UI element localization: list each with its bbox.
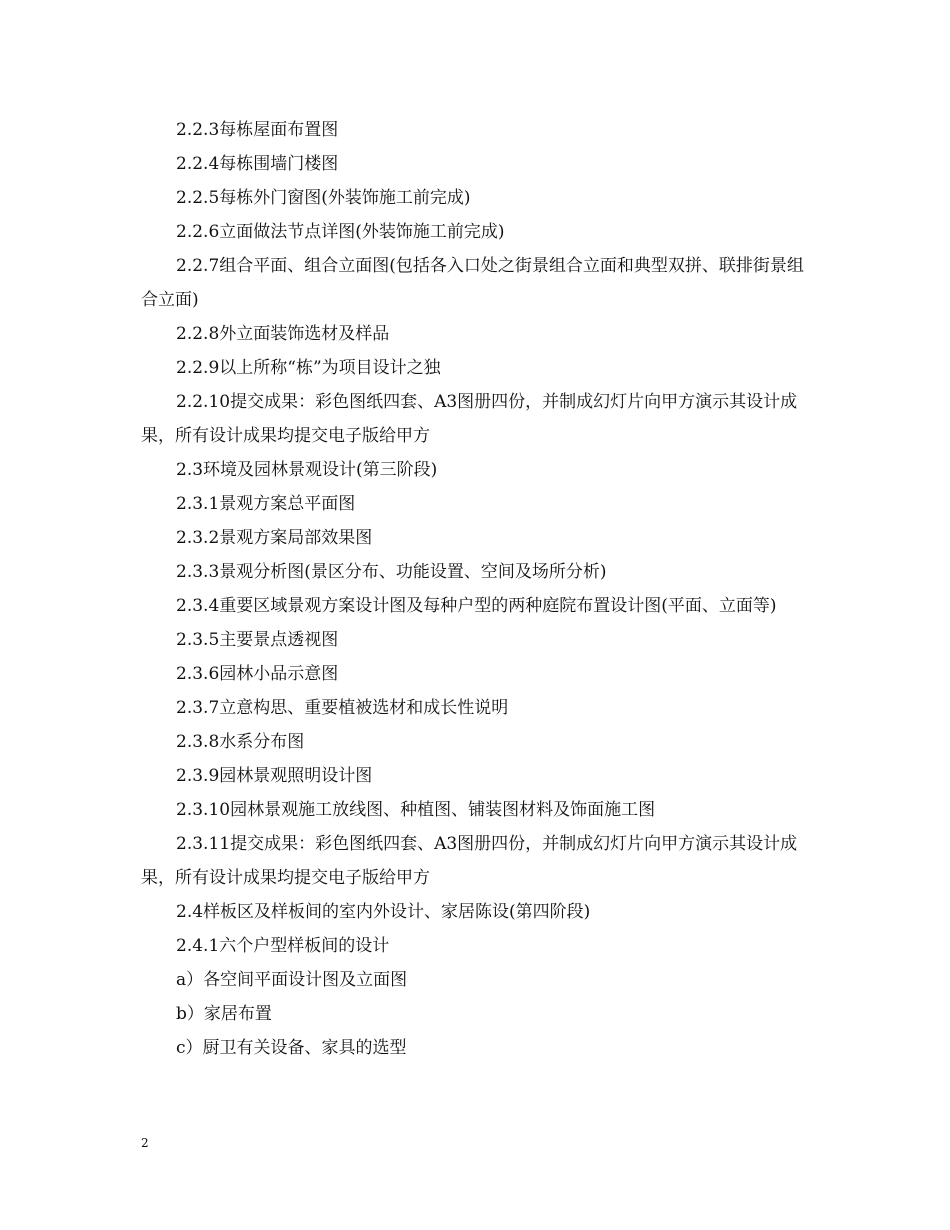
paragraph-2-3-5: 2.3.5主要景点透视图 bbox=[176, 630, 339, 650]
list-item-b: b）家居布置 bbox=[176, 1004, 272, 1024]
paragraph-2-2-8: 2.2.8外立面装饰选材及样品 bbox=[176, 324, 390, 344]
paragraph-2-3-3: 2.3.3景观分析图(景区分布、功能设置、空间及场所分析) bbox=[176, 562, 607, 582]
paragraph-2-2-3: 2.2.3每栋屋面布置图 bbox=[176, 120, 339, 140]
paragraph-2-2-9: 2.2.9以上所称“栋”为项目设计之独 bbox=[176, 358, 441, 378]
paragraph-2-4: 2.4样板区及样板间的室内外设计、家居陈设(第四阶段) bbox=[176, 902, 591, 922]
list-item-c: c）厨卫有关设备、家具的选型 bbox=[176, 1038, 407, 1058]
paragraph-2-3-11: 2.3.11提交成果：彩色图纸四套、A3图册四份，并制成幻灯片向甲方演示其设计成果，所有设计成果均提交电子版给甲方 bbox=[141, 834, 798, 888]
paragraph-2-3-2: 2.3.2景观方案局部效果图 bbox=[176, 528, 373, 548]
paragraph-2-2-6: 2.2.6立面做法节点详图(外装饰施工前完成) bbox=[176, 222, 505, 242]
paragraph-2-3-8: 2.3.8水系分布图 bbox=[176, 732, 305, 752]
paragraph-2-2-5: 2.2.5每栋外门窗图(外装饰施工前完成) bbox=[176, 188, 471, 208]
paragraph-2-3-1: 2.3.1景观方案总平面图 bbox=[176, 494, 356, 514]
page-number: 2 bbox=[141, 1136, 149, 1150]
paragraph-2-3: 2.3环境及园林景观设计(第三阶段) bbox=[176, 460, 438, 480]
list-item-a: a）各空间平面设计图及立面图 bbox=[176, 970, 408, 990]
paragraph-2-3-6: 2.3.6园林小品示意图 bbox=[176, 664, 339, 684]
paragraph-2-3-10: 2.3.10园林景观施工放线图、种植图、铺装图材料及饰面施工图 bbox=[176, 800, 656, 820]
paragraph-2-4-1: 2.4.1六个户型样板间的设计 bbox=[176, 936, 390, 956]
paragraph-2-2-4: 2.2.4每栋围墙门楼图 bbox=[176, 154, 339, 174]
paragraph-2-2-7: 2.2.7组合平面、组合立面图(包括各入口处之街景组合立面和典型双拼、联排街景组合立面) bbox=[141, 256, 804, 310]
document-body bbox=[141, 113, 813, 1065]
paragraph-2-3-7: 2.3.7立意构思、重要植被选材和成长性说明 bbox=[176, 698, 509, 718]
paragraph-2-3-9: 2.3.9园林景观照明设计图 bbox=[176, 766, 373, 786]
paragraph-2-3-4: 2.3.4重要区域景观方案设计图及每种户型的两种庭院布置设计图(平面、立面等) bbox=[176, 596, 777, 616]
paragraph-2-2-10: 2.2.10提交成果：彩色图纸四套、A3图册四份，并制成幻灯片向甲方演示其设计成果，所有设计成果均提交电子版给甲方 bbox=[141, 392, 798, 446]
